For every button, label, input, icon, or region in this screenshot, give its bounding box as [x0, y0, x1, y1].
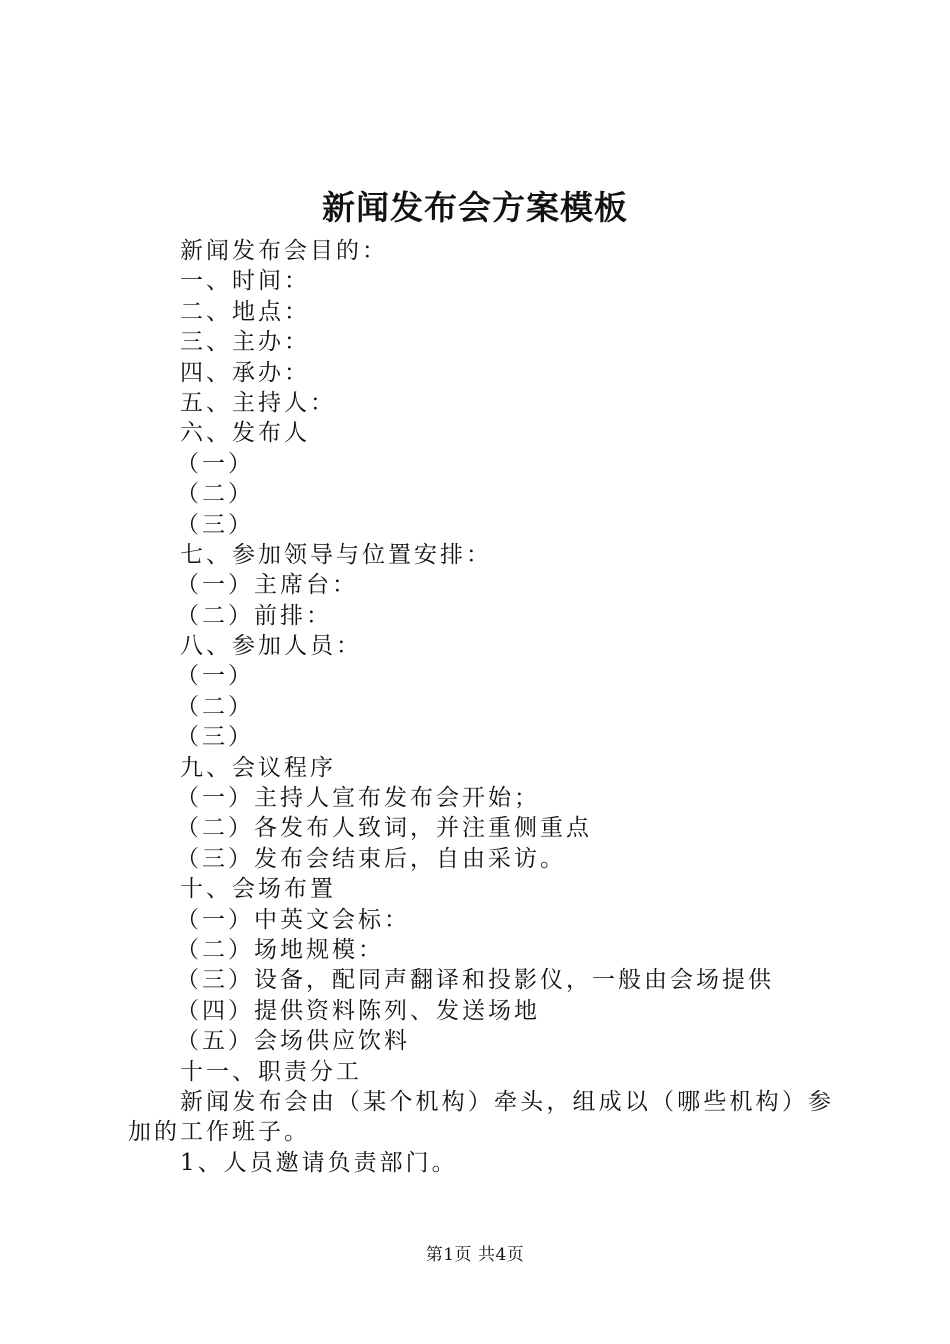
document-body	[128, 236, 834, 1178]
text-line: 八、参加人员：	[180, 633, 362, 660]
text-line: （二）	[176, 693, 254, 720]
text-line: （一）	[176, 450, 254, 477]
text-line: （二）各发布人致词，并注重侧重点	[176, 815, 592, 842]
text-line: （一）主持人宣布发布会开始；	[176, 785, 540, 812]
text-line: 十、会场布置	[180, 876, 336, 903]
text-line: 五、主持人：	[180, 389, 336, 416]
document-title: 新闻发布会方案模板	[322, 188, 628, 227]
text-line: 1、人员邀请负责部门。	[180, 1149, 458, 1176]
text-line: （四）提供资料陈列、发送场地	[176, 997, 540, 1024]
text-line: （三）	[176, 511, 254, 538]
text-line: 十一、职责分工	[180, 1058, 362, 1085]
text-line: （五）会场供应饮料	[176, 1028, 410, 1055]
text-line: （一）主席台：	[176, 572, 358, 599]
text-line: （二）前排：	[176, 602, 332, 629]
text-line: 六、发布人	[180, 420, 310, 447]
text-line: 七、参加领导与位置安排：	[180, 541, 492, 568]
text-line: （一）中英文会标：	[176, 906, 410, 933]
text-line: （二）	[176, 481, 254, 508]
body-paragraph: 新闻发布会由（某个机构）牵头，组成以（哪些机构）参加的工作班子。	[128, 1088, 834, 1146]
text-line: （三）发布会结束后，自由采访。	[176, 845, 566, 872]
text-line: （三）	[176, 724, 254, 751]
text-line: 二、地点：	[180, 298, 310, 325]
page-footer: 第1页 共4页	[425, 1245, 525, 1265]
text-line: 一、时间：	[180, 268, 310, 295]
text-line: （一）	[176, 663, 254, 690]
text-line: （三）设备，配同声翻译和投影仪，一般由会场提供	[176, 967, 774, 994]
text-line: （二）场地规模：	[176, 936, 384, 963]
text-line: 四、承办：	[180, 359, 310, 386]
text-line: 新闻发布会目的：	[180, 238, 388, 264]
text-line: 九、会议程序	[180, 754, 336, 781]
text-line: 三、主办：	[180, 329, 310, 356]
